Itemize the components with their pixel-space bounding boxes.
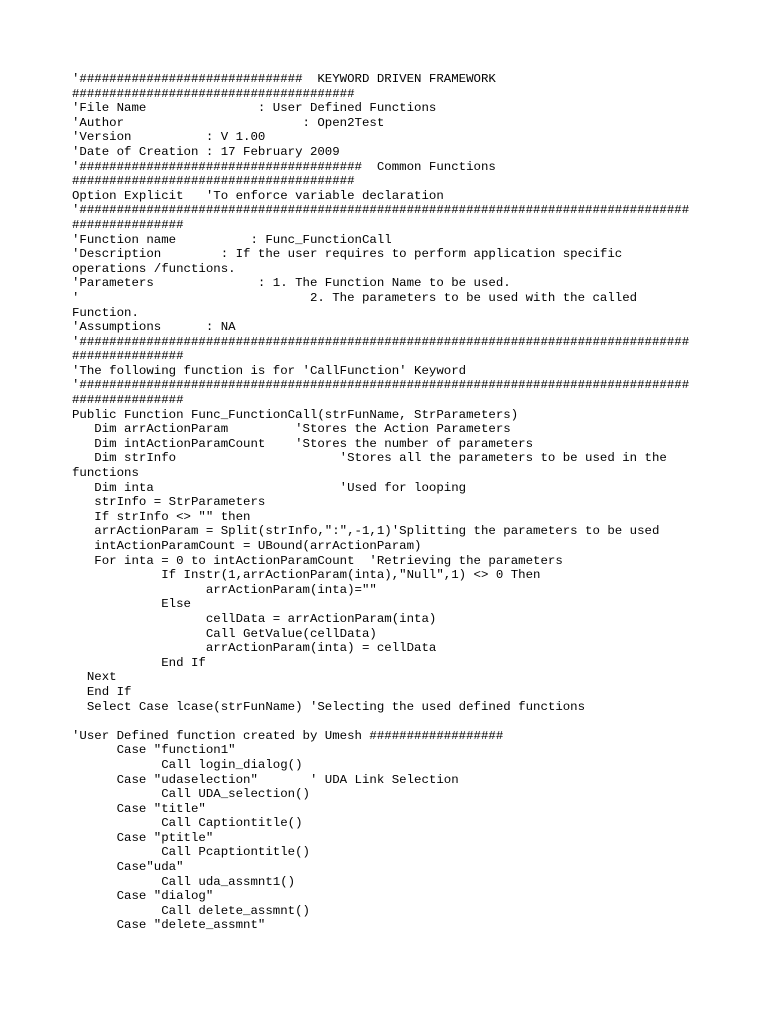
code-line: 'File Name : User Defined Functions bbox=[72, 101, 437, 116]
code-line: 'Description : If the user requires to perform application specific bbox=[72, 247, 623, 262]
code-line: Case "delete_assmnt" bbox=[72, 918, 266, 933]
code-line: 'Assumptions : NA bbox=[72, 320, 236, 335]
code-line: arrActionParam(inta)="" bbox=[72, 582, 377, 597]
code-line: If strInfo <> "" then bbox=[72, 509, 251, 524]
code-line: Call GetValue(cellData) bbox=[72, 626, 377, 641]
code-line: End If bbox=[72, 655, 206, 670]
code-line: functions bbox=[72, 466, 139, 481]
code-line: '############################## KEYWORD DRIVEN FRAMEWORK bbox=[72, 72, 496, 86]
code-line: ###################################### bbox=[72, 174, 355, 189]
code-line: Call Pcaptiontitle() bbox=[72, 845, 310, 860]
code-line: Else bbox=[72, 597, 191, 612]
code-line: Dim arrActionParam 'Stores the Action Parameters bbox=[72, 422, 511, 437]
code-line: Case "dialog" bbox=[72, 889, 214, 904]
code-line: '###################################### Common Functions bbox=[72, 159, 496, 174]
code-line: 'Parameters : 1. The Function Name to be used. bbox=[72, 276, 511, 291]
code-line: Next bbox=[72, 670, 117, 685]
code-line: Function. bbox=[72, 305, 139, 320]
code-line: Dim intActionParamCount 'Stores the number of parameters bbox=[72, 436, 534, 451]
code-line: Call UDA_selection() bbox=[72, 787, 310, 802]
code-line: ############### bbox=[72, 393, 184, 408]
code-line: Select Case lcase(strFunName) 'Selecting the used defined functions bbox=[72, 699, 586, 714]
code-line: 'Version : V 1.00 bbox=[72, 130, 266, 145]
code-line bbox=[72, 714, 712, 729]
code-line: 'The following function is for 'CallFunction' Keyword bbox=[72, 363, 467, 378]
code-line: Case "title" bbox=[72, 801, 206, 816]
code-line: 'User Defined function created by Umesh ################## bbox=[72, 728, 504, 743]
code-line: Case"uda" bbox=[72, 860, 184, 875]
code-line: '################################################################################## bbox=[72, 334, 690, 349]
code-line: ############### bbox=[72, 349, 184, 364]
code-line: Case "ptitle" bbox=[72, 830, 214, 845]
code-line: '################################################################################## bbox=[72, 378, 690, 393]
code-line: 'Author : Open2Test bbox=[72, 115, 385, 130]
code-line: arrActionParam(inta) = cellData bbox=[72, 641, 437, 656]
code-line: Case "function1" bbox=[72, 743, 236, 758]
code-line: Dim inta 'Used for looping bbox=[72, 480, 467, 495]
code-line: For inta = 0 to intActionParamCount 'Retrieving the parameters bbox=[72, 553, 563, 568]
code-line: Dim strInfo 'Stores all the parameters to be used in the bbox=[72, 451, 667, 466]
code-line: ' 2. The parameters to be used with the called bbox=[72, 290, 638, 305]
code-line: strInfo = StrParameters bbox=[72, 495, 266, 510]
code-line: Case "udaselection" ' UDA Link Selection bbox=[72, 772, 459, 787]
code-line: ############### bbox=[72, 217, 184, 232]
code-line: intActionParamCount = UBound(arrActionParam) bbox=[72, 539, 422, 553]
code-line: Call Captiontitle() bbox=[72, 816, 303, 831]
code-line: Call delete_assmnt() bbox=[72, 903, 310, 918]
code-line: Call uda_assmnt1() bbox=[72, 874, 296, 889]
code-line: 'Date of Creation : 17 February 2009 bbox=[72, 144, 340, 159]
code-line: arrActionParam = Split(strInfo,":",-1,1)'Splitting the parameters to be used bbox=[72, 524, 660, 539]
code-line: cellData = arrActionParam(inta) bbox=[72, 611, 437, 626]
code-line: End If bbox=[72, 684, 132, 699]
code-line: ###################################### bbox=[72, 86, 355, 101]
code-line: operations /functions. bbox=[72, 261, 236, 276]
code-line: Public Function Func_FunctionCall(strFunName, StrParameters) bbox=[72, 407, 519, 422]
code-line: 'Function name : Func_FunctionCall bbox=[72, 232, 392, 247]
code-line: Option Explicit 'To enforce variable declaration bbox=[72, 188, 444, 203]
code-line: '################################################################################## bbox=[72, 203, 690, 218]
code-listing bbox=[72, 72, 712, 933]
code-line: Call login_dialog() bbox=[72, 757, 303, 772]
code-line: If Instr(1,arrActionParam(inta),"Null",1) <> 0 Then bbox=[72, 568, 541, 583]
